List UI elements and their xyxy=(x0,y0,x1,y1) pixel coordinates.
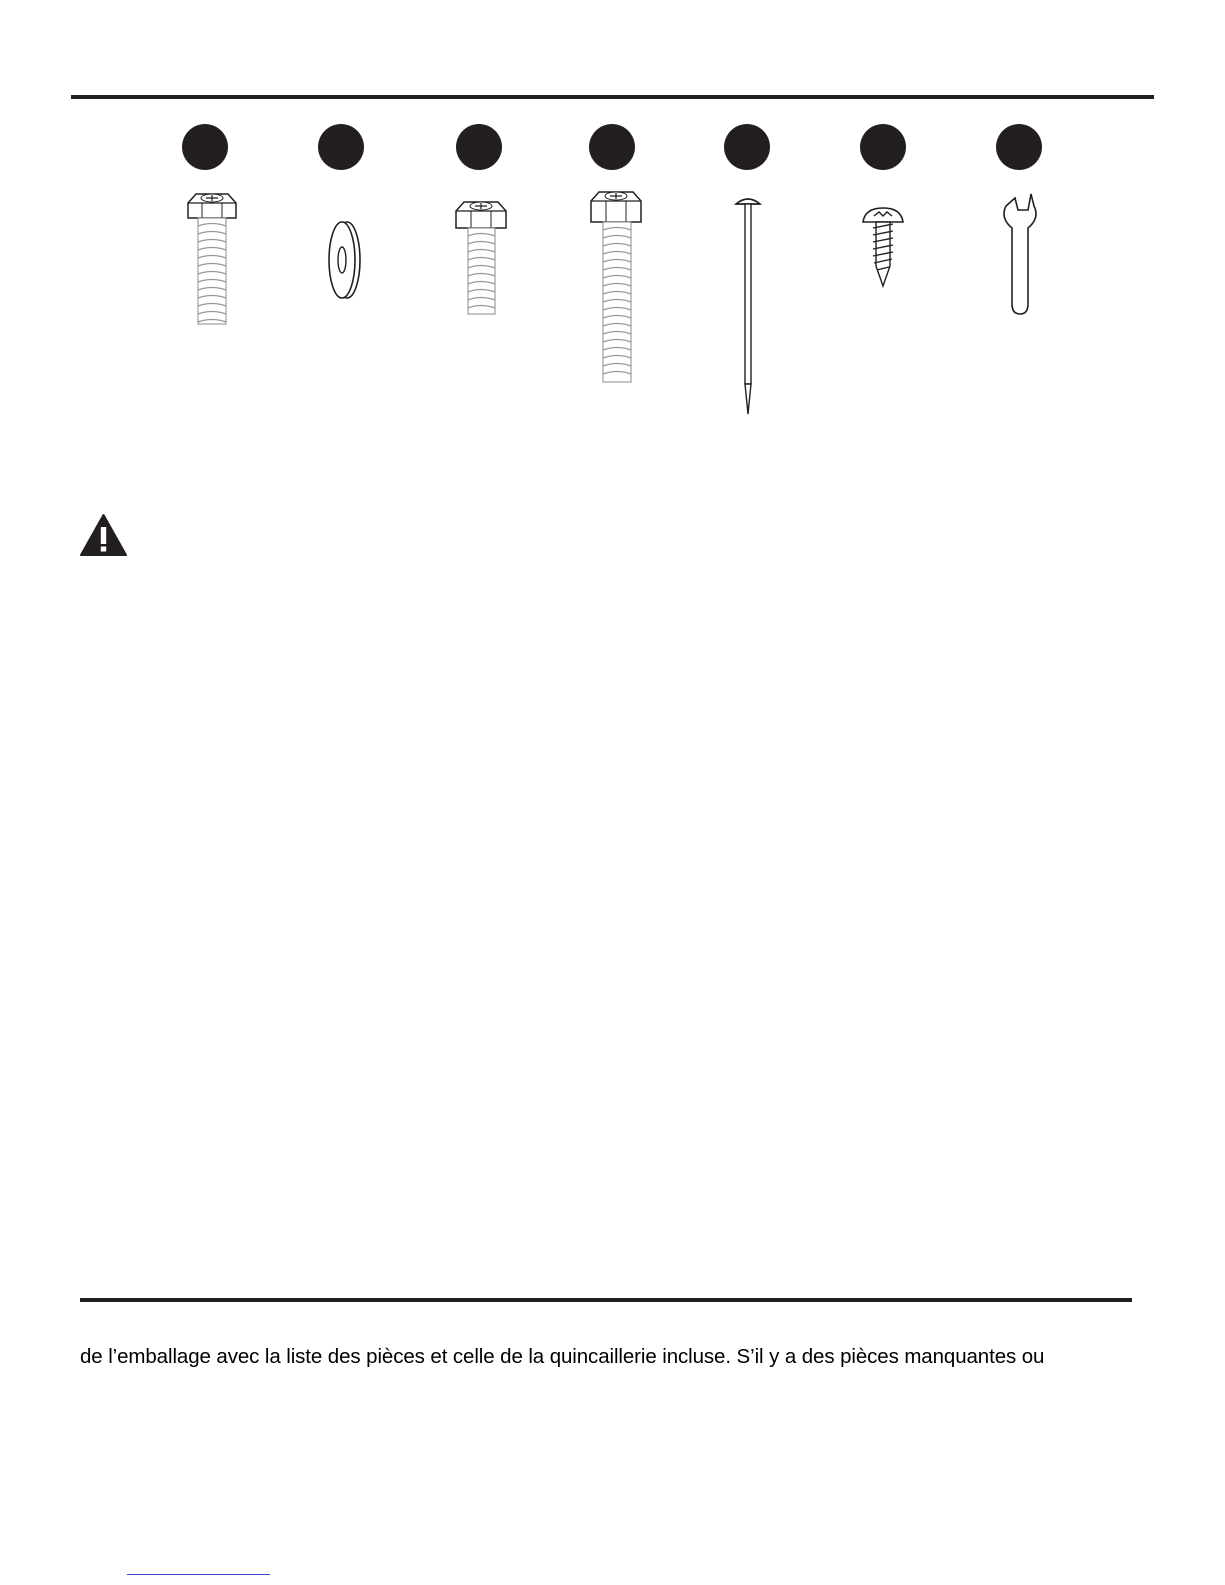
part-badge-4 xyxy=(589,124,635,170)
wrench-icon xyxy=(998,192,1042,318)
part-badge-2 xyxy=(318,124,364,170)
footer-link-underline[interactable] xyxy=(127,1574,270,1575)
bottom-divider xyxy=(80,1298,1132,1302)
nail-icon xyxy=(733,194,763,416)
part-badge-7 xyxy=(996,124,1042,170)
hex-bolt-icon xyxy=(182,188,242,328)
part-badge-6 xyxy=(860,124,906,170)
pan-head-screw-icon xyxy=(860,204,906,290)
top-divider xyxy=(71,95,1154,99)
instruction-text: de l’emballage avec la liste des pièces et celle de la quincaillerie incluse. S’il y a des pièces manquantes ou xyxy=(80,1345,1045,1368)
part-badge-3 xyxy=(456,124,502,170)
long-hex-bolt-icon xyxy=(585,186,647,386)
part-badge-1 xyxy=(182,124,228,170)
warning-triangle-icon xyxy=(79,513,128,557)
part-badge-5 xyxy=(724,124,770,170)
washer-icon xyxy=(327,218,363,304)
short-hex-bolt-icon xyxy=(450,196,512,318)
